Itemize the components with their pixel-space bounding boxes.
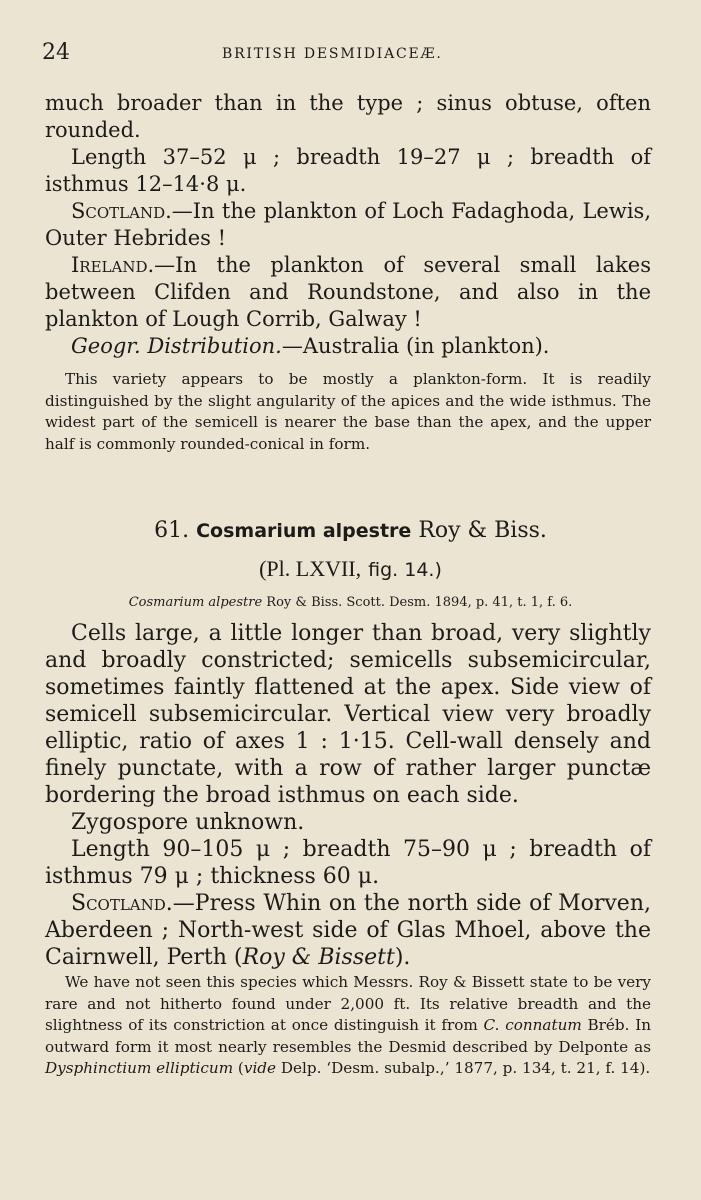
synonym-name: Cosmarium alpestre — [128, 595, 263, 610]
plate-number: (Pl. LXVII, — [259, 556, 362, 581]
variety-ireland — [45, 252, 651, 333]
variety-note — [45, 369, 651, 455]
species-authority: Roy & Biss. — [418, 518, 547, 543]
locality-end: ). — [394, 945, 411, 970]
variety-measurements: Length 37–52 μ ; breadth 19–27 μ ; breadth of isthmus 12–14·8 μ. — [45, 145, 651, 196]
vide-word: vide — [243, 1059, 277, 1077]
page-number: 24 — [42, 40, 70, 65]
zygospore-text: Zygospore unknown. — [71, 810, 305, 835]
plate-reference — [0, 556, 701, 582]
variety-note-text: This variety appears to be mostly a plankton-form. It is readily distinguished by the slight angularity of the apices and the wide isthmus. The widest part of the semicell is nearer the base than the apex, and the upper half is commonly rounded-conical in form. — [45, 370, 651, 453]
locality-label: Scotland. — [71, 891, 173, 916]
figure-number: fig. 14.) — [368, 559, 442, 581]
locality-label: Ireland. — [71, 253, 155, 277]
species-number: 61. — [154, 518, 190, 543]
species-note-text: We have not seen this species which Messrs. Roy & Bissett state to be very rare and not hitherto found under 2,000 ft. Its relative breadth and the slightness of its constriction at once distinguish it from C. connatum Bréb. In outward form it most nearly resembles the Desmid described by Delponte as Dysphinctium ellipticum (vide Delp. ‘Desm. subalp.,’ 1877, p. 134, t. 21, f. 14). — [45, 973, 651, 1077]
species-measurements: Length 90–105 μ ; breadth 75–90 μ ; breadth of isthmus 79 μ ; thickness 60 μ. — [45, 837, 651, 889]
taxon-name: C. connatum — [483, 1016, 582, 1034]
species-heading — [0, 518, 701, 543]
species-description — [45, 620, 651, 971]
distribution-label: Geogr. Distribution. — [71, 334, 282, 358]
synonymy-line — [0, 595, 701, 610]
distribution-text: —Australia (in plankton). — [281, 334, 550, 358]
species-scotland — [45, 890, 651, 971]
running-title: BRITISH DESMIDIACEÆ. — [222, 46, 443, 62]
variety-distribution — [45, 333, 651, 360]
species-name: Cosmarium alpestre — [196, 520, 412, 542]
locality-label: Scotland. — [71, 199, 172, 223]
species-note — [45, 972, 651, 1080]
taxon-name: Dysphinctium ellipticum — [45, 1059, 234, 1077]
locality-text: —Press Whin on the north side of Morven, Aberdeen ; North-west side of Glas Mhoel, above the Cairnwell, Perth ( — [45, 891, 651, 970]
description-text: Cells large, a little longer than broad, very slightly and broadly constricted; semicells subsemicircular, sometimes faintly flattened at the apex. Side view of semicell subsemicircular. Vertical view very broadly elliptic, ratio of axes 1 : 1·15. Cell-wall densely and finely punctate, with a row of rather larger punctæ bordering the broad isthmus on each side. — [45, 621, 651, 808]
collector-names: Roy & Bissett — [242, 945, 395, 970]
locality-text: —In the plankton of several small lakes between Clifden and Roundstone, and also in the plankton of Lough Corrib, Galway ! — [45, 253, 651, 331]
synonym-reference: Roy & Biss. Scott. Desm. 1894, p. 41, t. 1, f. 6. — [266, 595, 573, 610]
variety-text-continued: much broader than in the type ; sinus obtuse, often rounded. — [45, 91, 651, 142]
variety-scotland — [45, 198, 651, 252]
locality-text: —In the plankton of Loch Fadaghoda, Lewis, Outer Hebrides ! — [45, 199, 651, 250]
variety-description — [45, 90, 651, 360]
running-header — [0, 40, 701, 70]
